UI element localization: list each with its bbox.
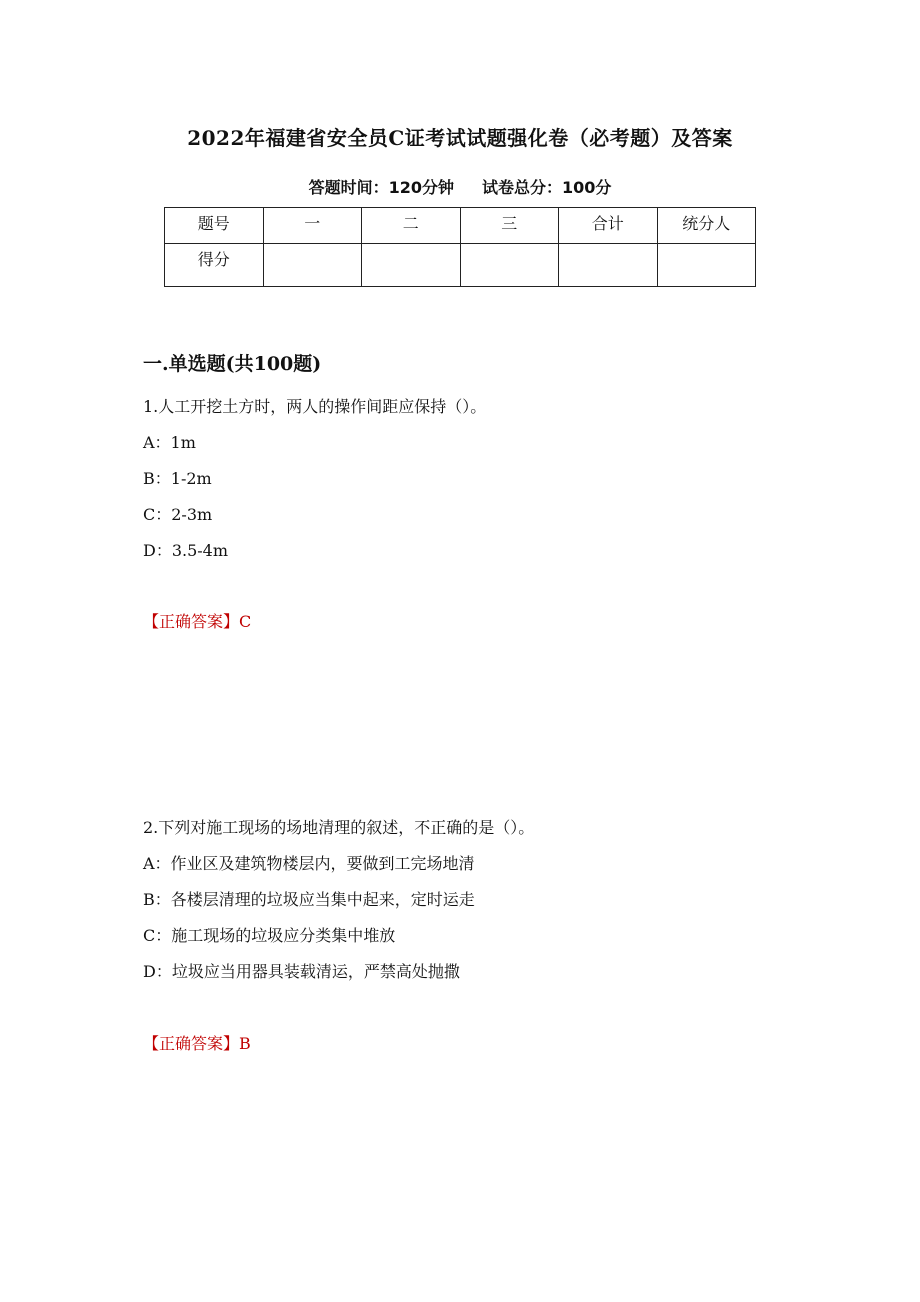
score-cell <box>657 244 756 287</box>
answer-label: 【正确答案】 <box>143 612 240 631</box>
question-option: C：施工现场的垃圾应分类集中堆放 <box>143 926 396 945</box>
question-option: D：垃圾应当用器具装载清运，严禁高处抛撒 <box>143 962 460 981</box>
time-label: 答题时间：120分钟 <box>308 178 454 197</box>
total-score-label: 试卷总分：100分 <box>482 178 612 197</box>
score-table-score-row <box>165 244 756 287</box>
score-cell <box>460 244 559 287</box>
document-title: 2022年福建省安全员C证考试试题强化卷（必考题）及答案 <box>187 126 733 150</box>
question-option: C：2-3m <box>143 505 213 524</box>
question-option: A：作业区及建筑物楼层内，要做到工完场地清 <box>143 854 475 873</box>
question-option: A：1m <box>143 433 196 452</box>
correct-answer <box>143 1031 251 1054</box>
correct-answer <box>143 609 251 632</box>
exam-info <box>0 175 920 198</box>
question-stem: 2.下列对施工现场的场地清理的叙述，不正确的是（）。 <box>143 818 535 837</box>
score-header-cell: 题号 <box>165 208 264 244</box>
answer-value: B <box>239 1034 251 1053</box>
score-header-cell: 统分人 <box>657 208 756 244</box>
question-option: B：各楼层清理的垃圾应当集中起来，定时运走 <box>143 890 475 909</box>
score-header-cell: 二 <box>362 208 461 244</box>
answer-value: C <box>239 612 252 631</box>
score-row-label: 得分 <box>165 244 264 287</box>
score-header-cell: 合计 <box>559 208 658 244</box>
answer-label: 【正确答案】 <box>143 1034 240 1053</box>
question-option: D：3.5-4m <box>143 541 229 560</box>
score-cell <box>559 244 658 287</box>
question-option: B：1-2m <box>143 469 212 488</box>
score-cell <box>263 244 362 287</box>
score-table-header-row <box>165 208 756 244</box>
score-cell <box>362 244 461 287</box>
section-heading: 一.单选题(共100题) <box>143 353 322 375</box>
question-stem: 1.人工开挖土方时，两人的操作间距应保持（）。 <box>143 397 487 416</box>
score-header-cell: 三 <box>460 208 559 244</box>
score-header-cell: 一 <box>263 208 362 244</box>
score-table <box>164 207 756 287</box>
